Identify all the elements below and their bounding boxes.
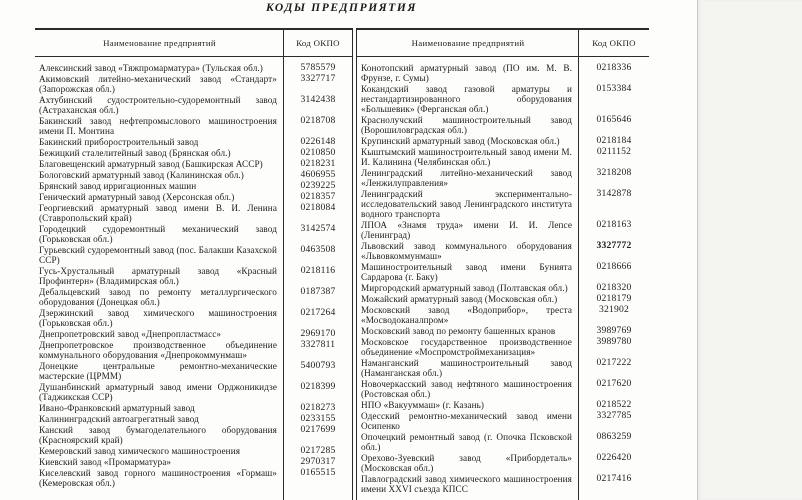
okpo-code-cell: 3327772 <box>596 240 632 251</box>
okpo-code-cell: 0863259 <box>596 431 632 442</box>
enterprise-name-cell: Калининградский автоагрегатный завод <box>39 414 199 424</box>
okpo-code-cell: 3142438 <box>300 94 336 105</box>
enterprise-name-cell: Ахтубинский судостроительно-судоремонтный завод (Астраханская обл.) <box>39 95 277 115</box>
okpo-code-cell: 3142878 <box>596 188 632 199</box>
okpo-code-cell: 0218116 <box>300 265 336 276</box>
enterprise-name-cell: Одесский ремонтно-механический завод имени Осипенко <box>361 411 572 431</box>
enterprise-name-cell: Московский завод «Водоприбор», треста «Мосводоканалпром» <box>361 305 572 325</box>
okpo-code-cell: 0218336 <box>596 62 632 73</box>
okpo-code-cell: 5785579 <box>300 62 336 73</box>
okpo-code-cell: 0217416 <box>596 473 632 484</box>
column-header-code: Код ОКПО <box>579 30 649 57</box>
enterprise-name-cell: Днепропетровский завод «Днепропластмасс» <box>39 329 222 339</box>
column-divider-line <box>283 30 284 500</box>
okpo-code-cell: 3218208 <box>596 167 632 178</box>
enterprise-name-cell: Днепропетровское производственное объединение коммунального оборудования «Днепрокоммунмаш» <box>39 340 277 360</box>
okpo-code-cell: 0218231 <box>300 158 336 169</box>
okpo-code-cell: 0239225 <box>300 180 336 191</box>
enterprise-name-cell: Бакинский приборостроительный завод <box>39 137 199 147</box>
column-header-name: Наименование предприятий <box>357 30 579 57</box>
okpo-code-cell: 0217222 <box>596 357 632 368</box>
enterprise-name-cell: Благовещенский арматурный завод (Башкирская АССР) <box>39 159 263 169</box>
table-header-row <box>357 30 649 57</box>
column-header-code: Код ОКПО <box>284 30 352 57</box>
okpo-code-cell: 4606955 <box>300 169 336 180</box>
page-title: КОДЫ ПРЕДПРИЯТИЯ <box>266 2 417 14</box>
enterprise-name-cell: ЛПОА «Знамя труда» имени И. И. Лепсе (Ленинград) <box>361 220 572 240</box>
okpo-code-cell: 0218273 <box>300 402 336 413</box>
enterprise-name-cell: Гусь-Хрустальный арматурный завод «Красный Профинтерн» (Владимирская обл.) <box>39 266 277 286</box>
enterprise-name-cell: Краснолучский машиностроительный завод (Ворошиловградская обл.) <box>361 115 572 135</box>
enterprise-name-cell: Бежицкий сталелитейный завод (Брянская обл.) <box>39 148 231 158</box>
enterprise-name-cell: Канский завод бумагоделательного оборудования (Красноярский край) <box>39 425 277 445</box>
enterprise-name-cell: Душанбинский арматурный завод имени Орджоникидзе (Таджикская ССР) <box>39 382 277 402</box>
enterprise-name-cell: Донецкие центральные ремонтно-механические мастерские (ЦРММ) <box>39 361 277 381</box>
column-header-name: Наименование предприятий <box>35 30 284 57</box>
enterprise-name-cell: Алексинский завод «Тяжпромарматура» (Тульская обл.) <box>39 63 263 73</box>
table-left-half <box>35 28 353 500</box>
okpo-code-cell: 0211152 <box>596 146 632 157</box>
enterprise-name-cell: Кокандский завод газовой арматуры и нестандартизированного оборудования «Большевик» (Ферганская обл.) <box>361 84 572 114</box>
okpo-code-cell: 0210850 <box>300 147 336 158</box>
okpo-code-cell: 0218084 <box>300 202 336 213</box>
okpo-code-cell: 3327811 <box>300 339 336 350</box>
enterprise-name-cell: Городецкий судоремонтный механический завод (Горьковская обл.) <box>39 224 277 244</box>
enterprise-name-cell: Львовский завод коммунального оборудования «Львовкоммунмаш» <box>361 241 572 261</box>
okpo-code-cell: 0218184 <box>596 135 632 146</box>
okpo-code-cell: 0218357 <box>300 191 336 202</box>
enterprise-name-cell: Ивано-Франковский арматурный завод <box>39 403 195 413</box>
enterprise-name-cell: Крупинский арматурный завод (Московская обл.) <box>361 136 560 146</box>
okpo-code-cell: 0217699 <box>300 424 336 435</box>
okpo-code-cell: 0218522 <box>596 399 632 410</box>
okpo-code-cell: 0165646 <box>596 114 632 125</box>
enterprise-name-cell: Павлоградский завод химического машиностроения имени XXVI съезда КПСС <box>361 474 572 494</box>
enterprise-name-cell: Миргородский арматурный завод (Полтавская обл.) <box>361 283 568 293</box>
enterprise-name-cell: Московский завод по ремонту башенных кранов <box>361 326 556 336</box>
table-header-row <box>35 30 352 57</box>
enterprise-name-cell: Машиностроительный завод имени Бунията Сардарова (г. Баку) <box>361 262 572 282</box>
enterprise-name-cell: НПО «Вакууммаш» (г. Казань) <box>361 400 485 410</box>
adjacent-page-edge <box>697 0 802 500</box>
okpo-code-cell: 3327785 <box>596 410 632 421</box>
enterprise-name-cell: Кемеровский завод химического машиностроения <box>39 446 241 456</box>
enterprise-name-cell: Можайский арматурный завод (Московская обл.) <box>361 294 558 304</box>
okpo-code-cell: 321902 <box>599 304 629 315</box>
table-body-right <box>357 57 649 495</box>
okpo-code-cell: 0463508 <box>300 244 336 255</box>
okpo-code-cell: 0217264 <box>300 307 336 318</box>
enterprise-name-cell: Бологовский арматурный завод (Калининская обл.) <box>39 170 244 180</box>
enterprise-name-cell: Георгиевский арматурный завод имени В. И. Ленина (Ставропольский край) <box>39 203 277 223</box>
enterprise-name-cell: Гурьевский судоремонтный завод (пос. Балакши Казахской ССР) <box>39 245 277 265</box>
okpo-code-cell: 0233155 <box>300 413 336 424</box>
okpo-code-cell: 5400793 <box>300 360 336 371</box>
enterprise-name-cell: Новочеркасский завод нефтяного машиностроения (Ростовская обл.) <box>361 379 572 399</box>
okpo-code-cell: 0153384 <box>596 83 632 94</box>
enterprise-name-cell: Бакинский завод нефтепромыслового машиностроения имени П. Монтина <box>39 116 277 136</box>
okpo-code-cell: 0226148 <box>300 136 336 147</box>
okpo-code-cell: 0218320 <box>596 282 632 293</box>
okpo-code-cell: 0217620 <box>596 378 632 389</box>
enterprise-name-cell: Орехово-Зуевский завод «Прибордеталь» (Московская обл.) <box>361 453 572 473</box>
okpo-code-cell: 0218708 <box>300 115 336 126</box>
enterprise-name-cell: Брянский завод ирригационных машин <box>39 181 197 191</box>
column-divider-line <box>578 30 579 500</box>
okpo-code-cell: 3989780 <box>596 336 632 347</box>
okpo-code-cell: 0226420 <box>596 452 632 463</box>
okpo-code-cell: 0218163 <box>596 219 632 230</box>
enterprise-name-cell: Дзержинский завод химического машиностроения (Горьковская обл.) <box>39 308 277 328</box>
okpo-code-cell: 0165515 <box>300 467 336 478</box>
enterprise-name-cell: Генический арматурный завод (Херсонская обл.) <box>39 192 235 202</box>
enterprise-name-cell: Наманганский машиностроительный завод (Наманганская обл.) <box>361 358 572 378</box>
table-body-left <box>35 57 352 489</box>
enterprise-name-cell: Московское государственное производственное объединение «Моспромстроймеханизация» <box>361 337 572 357</box>
enterprise-name-cell: Киселевский завод горного машиностроения «Гормаш» (Кемеровская обл.) <box>39 468 277 488</box>
okpo-code-cell: 3142574 <box>300 223 336 234</box>
enterprise-name-cell: Ленинградский литейно-механический завод «Ленжилуправления» <box>361 168 572 188</box>
okpo-code-cell: 0218399 <box>300 381 336 392</box>
okpo-code-cell: 0187387 <box>300 286 336 297</box>
enterprise-name-cell: Киевский завод «Промарматура» <box>39 457 172 467</box>
okpo-code-cell: 0218666 <box>596 261 632 272</box>
okpo-code-cell: 2970317 <box>300 456 336 467</box>
enterprise-name-cell: Ленинградский экспериментально-исследовательский завод Ленинградского института водного транспорта <box>361 189 572 219</box>
okpo-code-cell: 0217285 <box>300 445 336 456</box>
okpo-code-cell: 2969170 <box>300 328 336 339</box>
enterprise-name-cell: Кыштымский машиностроительный завод имени М. И. Калинина (Челябинская обл.) <box>361 147 572 167</box>
okpo-code-cell: 3327717 <box>300 73 336 84</box>
enterprise-name-cell: Конотопский арматурный завод (ПО им. М. В. Фрунзе, г. Сумы) <box>361 63 572 83</box>
enterprise-name-cell: Акимовский литейно-механический завод «Стандарт» (Запорожская обл.) <box>39 74 277 94</box>
okpo-code-cell: 0218179 <box>596 293 632 304</box>
enterprise-name-cell: Опочецкий ремонтный завод (г. Опочка Псковской обл.) <box>361 432 572 452</box>
enterprise-name-cell: Дебальцевский завод по ремонту металлургического оборудования (Донецкая обл.) <box>39 287 277 307</box>
table-right-half <box>356 28 649 500</box>
okpo-code-cell: 3989769 <box>596 325 632 336</box>
